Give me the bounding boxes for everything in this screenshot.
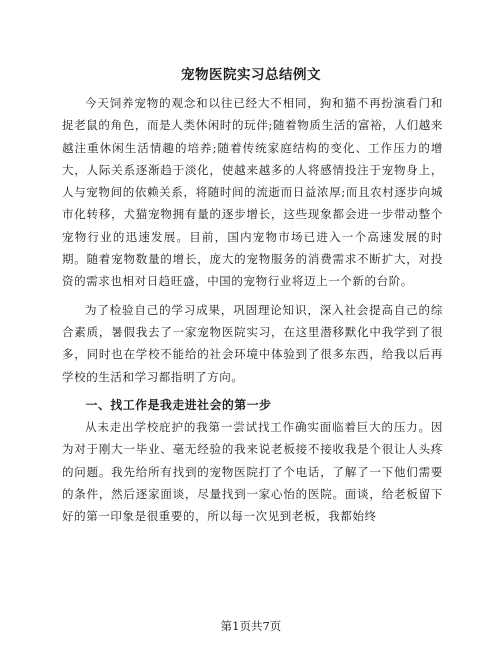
section-paragraph: 从未走出学校庇护的我第一尝试找工作确实面临着巨大的压力。因为对于刚大一毕业、毫无经验的我来说老板接不接收我是个很让人头疼的问题。我先给所有找到的宠物医院打了个电话，了解了一下他们需要的条件，然后逐家面谈，尽量找到一家心怡的医院。面谈，给老板留下好的第一印象是很重要的，所以每一次见到老板，我都始终 [62, 420, 443, 524]
section-heading: 一、找工作是我走进社会的第一步 [85, 397, 272, 412]
paragraph-purpose: 为了检验自己的学习成果，巩固理论知识，深入社会提高自己的综合素质，暑假我去了一家宠物医院实习，在这里潜移默化中我学到了很多，同时也在学校不能给的社会环境中体验到了很多东西，给我以后再学校的生活和学习都指明了方向。 [62, 302, 443, 384]
page-number: 第1页共7页 [220, 619, 282, 633]
document-body [62, 92, 443, 528]
paragraph-intro: 今天饲养宠物的观念和以往已经大不相同，狗和猫不再扮演看门和捉老鼠的角色，而是人类休闲时的玩伴;随着物质生活的富裕，人们越来越注重休闲生活情趣的培养;随着传统家庭结构的变化、工作压力的增大，人际关系逐渐趋于淡化，使越来越多的人将感情投注于宠物身上，人与宠物间的依赖关系，将随时间的流逝而日益浓厚;而且农村逐步向城市化转移，犬猫宠物拥有量的逐步增长，这些现象都会进一步带动整个宠物行业的迅速发展。目前，国内宠物市场已进入一个高速发展的时期。随着宠物数量的增长，庞大的宠物服务的消费需求不断扩大，对投资的需求也相对日趋旺盛，中国的宠物行业将迈上一个新的台阶。 [62, 96, 443, 289]
document-title: 宠物医院实习总结例文 [181, 67, 321, 83]
